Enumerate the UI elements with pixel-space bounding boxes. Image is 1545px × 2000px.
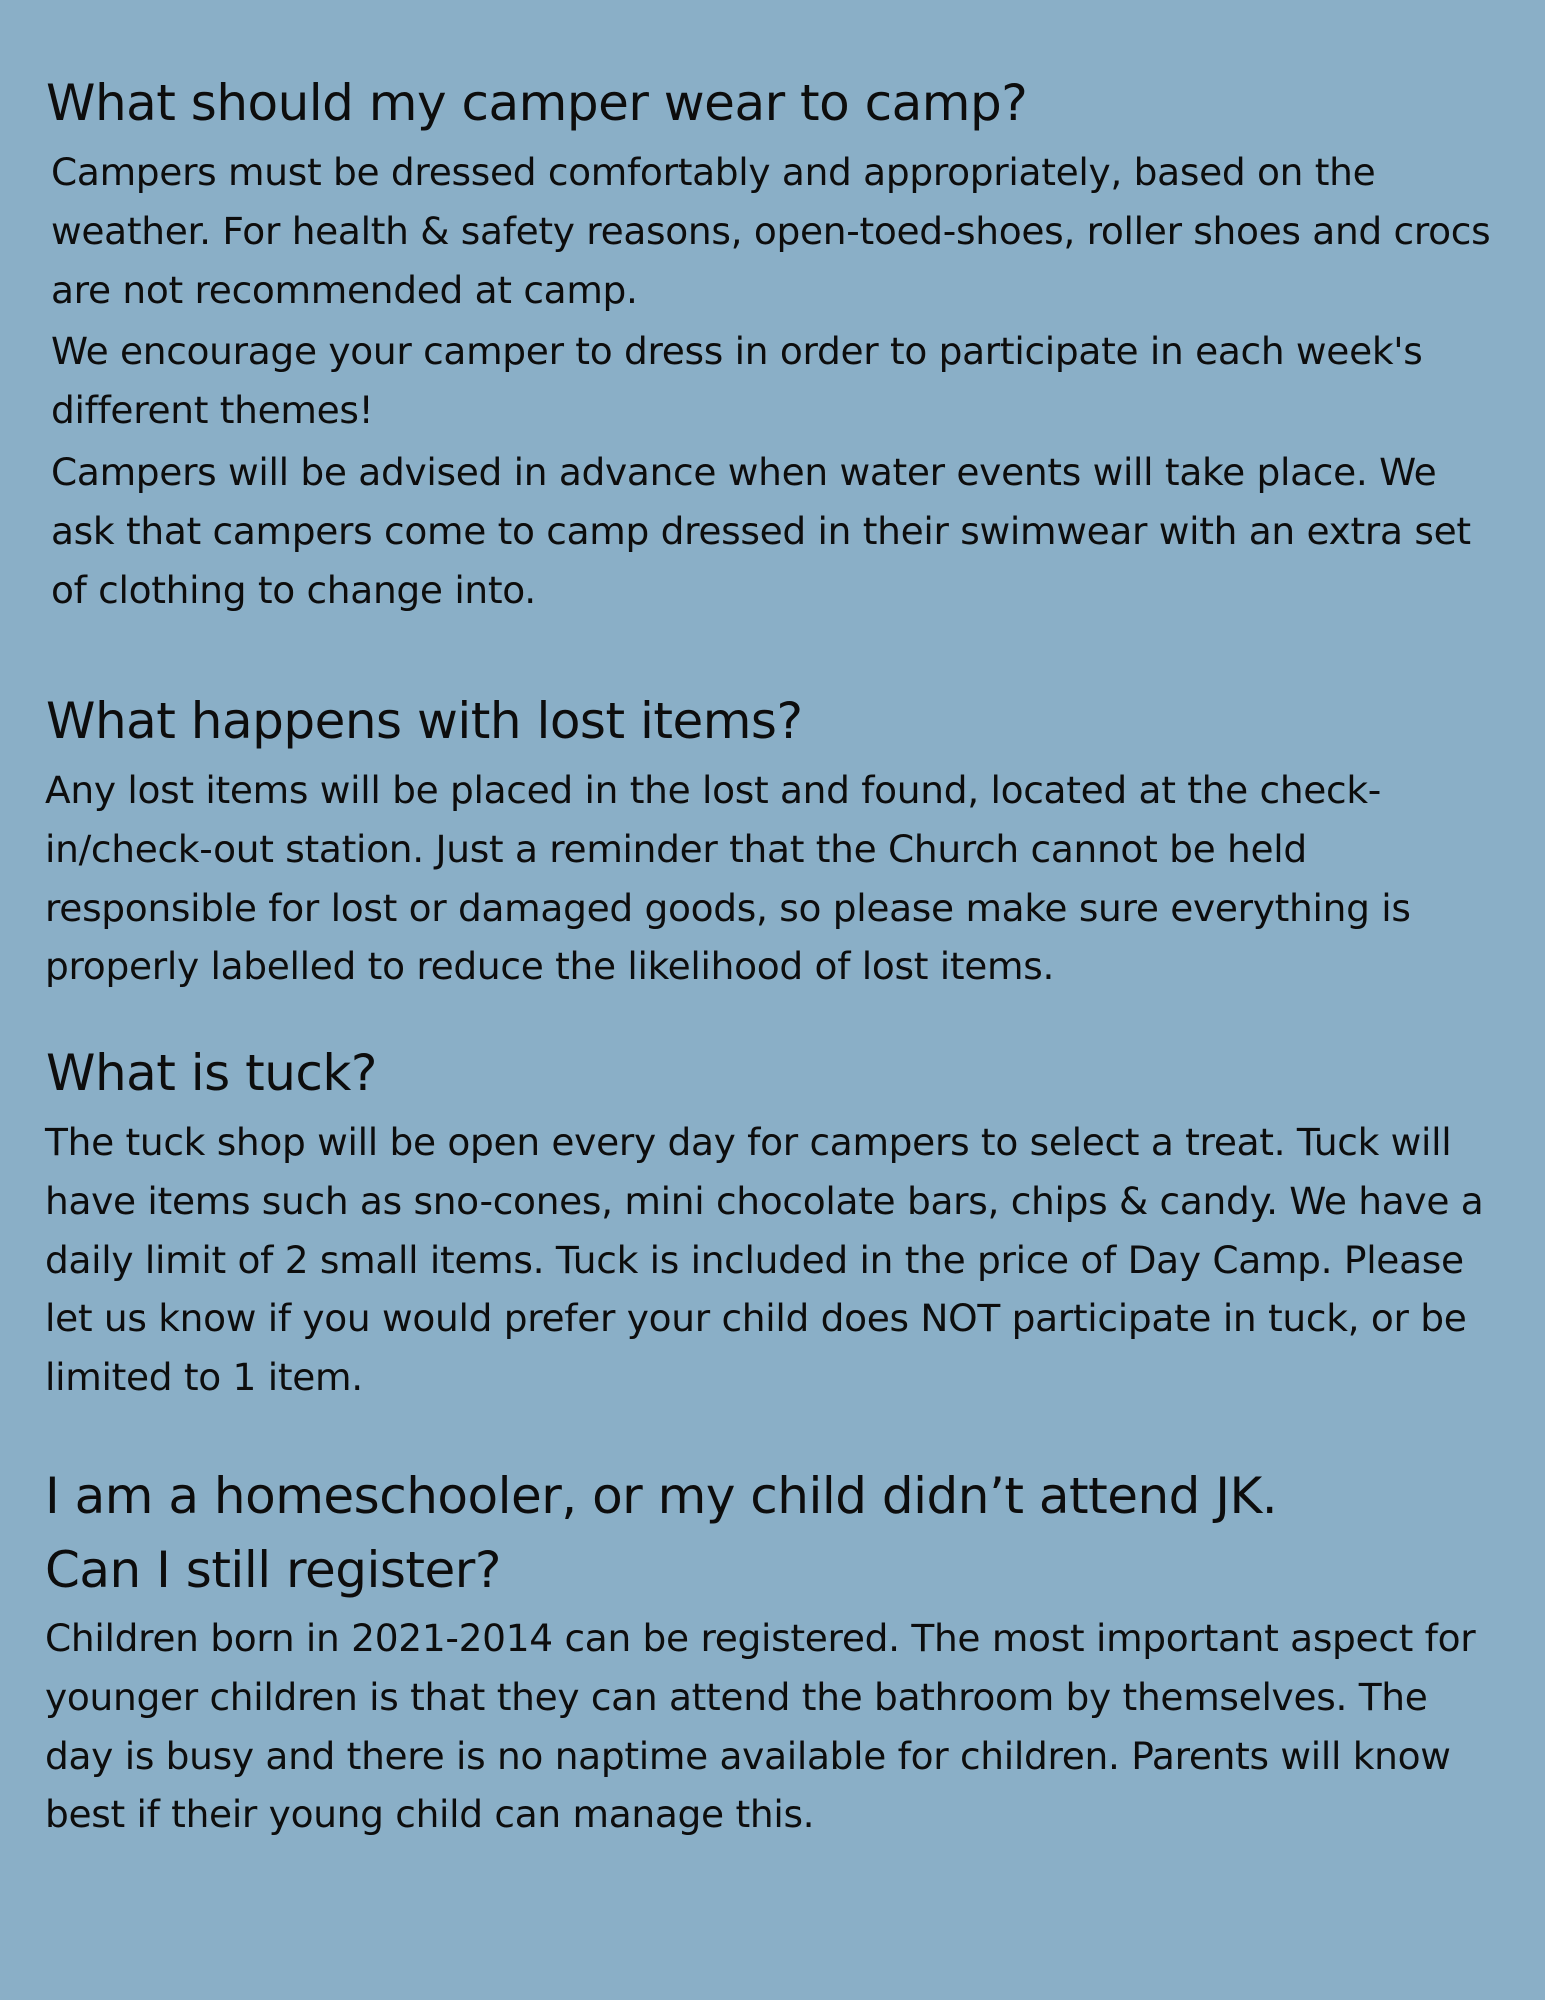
faq-heading (45, 1459, 1495, 1607)
faq-paragraph: Children born in 2021-2014 can be registered. The most important aspect for younger children is that they can attend the bathroom by themselves. The day is busy and there is no naptime available for children. Parents will know best if their young child can manage this. (45, 1616, 1476, 1837)
faq-heading-line: Can I still register? (45, 1541, 501, 1599)
faq-heading: What happens with lost items? (46, 692, 803, 750)
faq-paragraph: We encourage your camper to dress in order to participate in each week's different themes! (51, 329, 1423, 433)
faq-heading: What should my camper wear to camp? (46, 74, 1028, 132)
faq-section-lost-items (0, 684, 1545, 996)
faq-section-camper-wear (0, 66, 1545, 619)
faq-heading: What is tuck? (46, 1044, 377, 1102)
faq-paragraph: Campers will be advised in advance when water events will take place. We ask that campers come to camp dressed in their swimwear with an extra set of clothing to change into. (51, 449, 1471, 612)
faq-section-tuck (0, 1036, 1545, 1407)
faq-paragraph: Any lost items will be placed in the lost and found, located at the check-in/check-out station. Just a reminder that the Church cannot be held responsible for lost or damaged goods, so please make sure everything is properly labelled to reduce the likelihood of lost items. (45, 768, 1411, 989)
faq-paragraph: Campers must be dressed comfortably and appropriately, based on the weather. For health & safety reasons, open-toed-shoes, roller shoes and crocs are not recommended at camp. (51, 150, 1491, 312)
faq-heading-line: I am a homeschooler, or my child didn’t attend JK. (45, 1467, 1278, 1525)
faq-paragraph: The tuck shop will be open every day for campers to select a treat. Tuck will have items such as sno-cones, mini chocolate bars, chips & candy. We have a daily limit of 2 small items. Tuck is included in the price of Day Camp. Please let us know if you would prefer your child does NOT participate in tuck, or be limited to 1 item. (45, 1120, 1484, 1400)
faq-section-homeschooler (0, 1459, 1545, 1844)
